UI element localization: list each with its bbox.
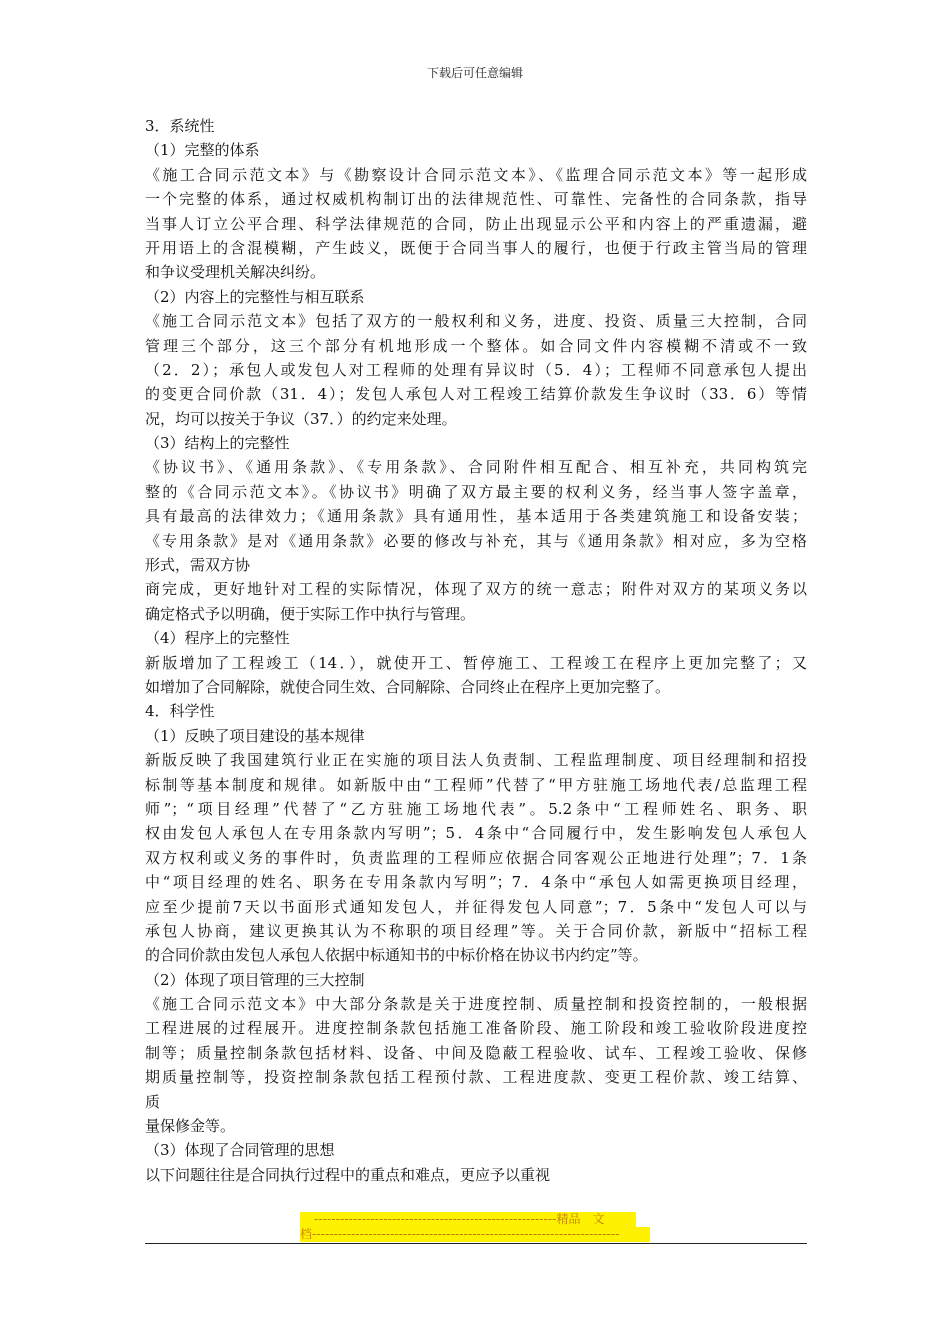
text-line: 新版反映了我国建筑行业正在实施的项目法人负责制、工程监理制度、项目经理制和招投: [145, 751, 807, 770]
footer-banner-line-1: --------------------------------------------------------精品 文: [300, 1212, 636, 1227]
footer-banner: [300, 1212, 650, 1242]
text-line: （4）程序上的完整性: [145, 629, 290, 648]
text-line: （2）体现了项目管理的三大控制: [145, 970, 365, 989]
text-line: 如增加了合同解除，就使合同生效、合同解除、合同终止在程序上更加完整了。: [145, 677, 671, 696]
text-line: （3）体现了合同管理的思想: [145, 1141, 335, 1160]
text-line: 的变更合同价款（31．4）；发包人承包人对工程竣工结算价款发生争议时（33．6）等情: [145, 385, 807, 404]
text-line: 确定格式予以明确，便于实际工作中执行与管理。: [145, 604, 476, 623]
text-line: 4．科学性: [145, 702, 215, 721]
text-line: 以下问题往往是合同执行过程中的重点和难点，更应予以重视: [145, 1165, 551, 1184]
text-line: 双方权利或义务的事件时，负责监理的工程师应依据合同客观公正地进行处理”；7．1条: [145, 848, 807, 867]
text-line: 应至少提前7天以书面形式通知发包人，并征得发包人同意”；7．5条中“发包人可以与: [145, 897, 807, 916]
text-line: 《专用条款》是对《通用条款》必要的修改与补充，其与《通用条款》相对应，多为空格: [145, 531, 807, 550]
text-line: 一个完整的体系，通过权威机构制订出的法律规范性、可靠性、完备性的合同条款，指导: [145, 190, 807, 209]
text-line: 商完成，更好地针对工程的实际情况，体现了双方的统一意志；附件对双方的某项义务以: [145, 580, 807, 599]
text-line: 况，均可以按关于争议（37．）的约定来处理。: [145, 409, 457, 428]
text-line: 制等；质量控制条款包括材料、设备、中间及隐蔽工程验收、试车、工程竣工验收、保修: [145, 1043, 807, 1062]
text-line: 形式，需双方协: [145, 556, 251, 575]
text-line: （1）完整的体系: [145, 141, 260, 160]
text-line: 质: [145, 1092, 161, 1111]
text-line: （2．2）；承包人或发包人对工程师的处理有异议时（5．4）；工程师不同意承包人提出: [145, 360, 807, 379]
text-line: 当事人订立公平合理、科学法律规范的合同，防止出现显示公平和内容上的严重遗漏，避: [145, 214, 807, 233]
text-line: 和争议受理机关解决纠纷。: [145, 263, 326, 282]
text-line: （3）结构上的完整性: [145, 434, 290, 453]
text-line: 量保修金等。: [145, 1117, 236, 1136]
text-line: 《施工合同示范文本》包括了双方的一般权利和义务，进度、投资、质量三大控制，合同: [145, 312, 807, 331]
footer-divider: [145, 1243, 807, 1244]
text-line: 期质量控制等，投资控制条款包括工程预付款、工程进度款、变更工程价款、竣工结算、: [145, 1068, 807, 1087]
text-line: 具有最高的法律效力；《通用条款》具有通用性，基本适用于各类建筑施工和设备安装；: [145, 507, 807, 526]
text-line: 师”；“项目经理”代替了“乙方驻施工场地代表”。5.2条中“工程师姓名、职务、职: [145, 799, 807, 818]
text-line: 《协议书》、《通用条款》、《专用条款》、合同附件相互配合、相互补充，共同构筑完: [145, 458, 807, 477]
text-line: 权由发包人承包人在专用条款内写明”；5．4条中“合同履行中，发生影响发包人承包人: [145, 824, 807, 843]
text-line: 的合同价款由发包人承包人依据中标通知书的中标价格在协议书内约定”等。: [145, 946, 648, 965]
text-line: 标制等基本制度和规律。如新版中由“工程师”代替了“甲方驻施工场地代表/总监理工程: [145, 775, 807, 794]
text-line: 承包人协商，建议更换其认为不称职的项目经理”等。关于合同价款，新版中“招标工程: [145, 921, 807, 940]
text-line: 《施工合同示范文本》与《勘察设计合同示范文本》、《监理合同示范文本》等一起形成: [145, 165, 807, 184]
text-line: （2）内容上的完整性与相互联系: [145, 287, 365, 306]
text-line: （1）反映了项目建设的基本规律: [145, 726, 365, 745]
text-line: 工程进展的过程展开。进度控制条款包括施工准备阶段、施工阶段和竣工验收阶段进度控: [145, 1019, 807, 1038]
text-line: 管理三个部分，这三个部分有机地形成一个整体。如合同文件内容模糊不清或不一致: [145, 336, 807, 355]
text-line: 整的《合同示范文本》。《协议书》明确了双方最主要的权利义务，经当事人签字盖章，: [145, 482, 807, 501]
page-header: 下载后可任意编辑: [426, 66, 523, 80]
footer-banner-line-2: 档-----------------------------------------------------------------------: [300, 1227, 650, 1242]
document-body: [145, 114, 807, 1187]
text-line: 《施工合同示范文本》中大部分条款是关于进度控制、质量控制和投资控制的，一般根据: [145, 995, 807, 1014]
text-line: 新版增加了工程竣工（14．），就使开工、暂停施工、工程竣工在程序上更加完整了；又: [145, 653, 807, 672]
text-line: 中“项目经理的姓名、职务在专用条款内写明”；7．4条中“承包人如需更换项目经理，: [145, 873, 807, 892]
text-line: 开用语上的含混模糊，产生歧义，既便于合同当事人的履行，也便于行政主管当局的管理: [145, 238, 807, 257]
text-line: 3．系统性: [145, 117, 215, 135]
